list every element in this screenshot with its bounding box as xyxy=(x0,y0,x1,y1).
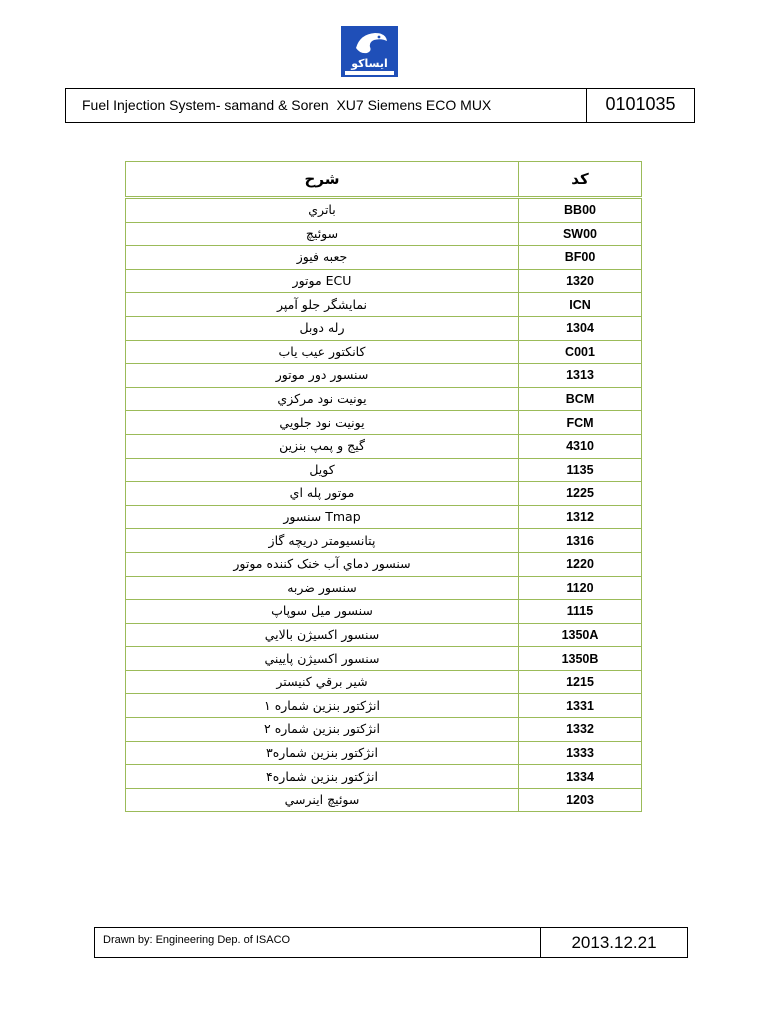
logo-text: ایساکو xyxy=(351,57,388,70)
isaco-logo xyxy=(341,26,398,77)
row-description: انژکتور بنزين شماره ۱ xyxy=(126,694,519,718)
row-code: 1220 xyxy=(519,552,642,576)
row-code: 1304 xyxy=(519,316,642,340)
title-box xyxy=(65,88,695,123)
table-row xyxy=(126,434,642,458)
row-description: موتور پله اي xyxy=(126,482,519,506)
table-row xyxy=(126,364,642,388)
row-description: سنسور ضربه xyxy=(126,576,519,600)
table-row xyxy=(126,529,642,553)
row-code: 1350A xyxy=(519,623,642,647)
table-row xyxy=(126,576,642,600)
row-description: شير برقي کنيستر xyxy=(126,670,519,694)
table-row xyxy=(126,623,642,647)
row-description: سنسور دماي آب خنک کننده موتور xyxy=(126,552,519,576)
table-row xyxy=(126,316,642,340)
row-description: يونيت نود مرکزي xyxy=(126,387,519,411)
table-row xyxy=(126,765,642,789)
table-row xyxy=(126,246,642,270)
row-description: کانکتور عيب ياب xyxy=(126,340,519,364)
row-code: BCM xyxy=(519,387,642,411)
table-row xyxy=(126,718,642,742)
row-description: کويل xyxy=(126,458,519,482)
table-row xyxy=(126,340,642,364)
table-row xyxy=(126,387,642,411)
row-description: سنسور اکسيژن پاييني xyxy=(126,647,519,671)
drawn-by-label: Drawn by: Engineering Dep. of ISACO xyxy=(95,928,541,957)
row-description: انژکتور بنزين شماره۴ xyxy=(126,765,519,789)
document-date: 2013.12.21 xyxy=(571,933,657,952)
code-table xyxy=(125,161,642,812)
row-description: انژکتور بنزين شماره۳ xyxy=(126,741,519,765)
row-description: سنسور دور موتور xyxy=(126,364,519,388)
row-code: 1333 xyxy=(519,741,642,765)
table-row xyxy=(126,482,642,506)
row-description: باتري xyxy=(126,198,519,223)
row-code: BF00 xyxy=(519,246,642,270)
table-row xyxy=(126,600,642,624)
logo-graphic xyxy=(341,26,398,77)
row-code: 1331 xyxy=(519,694,642,718)
row-description: سوئيچ اينرسي xyxy=(126,788,519,812)
row-code: 1320 xyxy=(519,269,642,293)
table-row xyxy=(126,458,642,482)
row-code: SW00 xyxy=(519,222,642,246)
row-code: 1334 xyxy=(519,765,642,789)
table-row xyxy=(126,670,642,694)
footer-box xyxy=(94,927,688,958)
row-description: سنسور ميل سوپاپ xyxy=(126,600,519,624)
table-row xyxy=(126,788,642,812)
header-description: شرح xyxy=(126,162,519,198)
row-description: يونيت نود جلويي xyxy=(126,411,519,435)
row-code: 1312 xyxy=(519,505,642,529)
table-row xyxy=(126,411,642,435)
row-code: 1115 xyxy=(519,600,642,624)
logo-emblem-eye xyxy=(378,36,381,39)
row-code: 1313 xyxy=(519,364,642,388)
table-row xyxy=(126,552,642,576)
table-body xyxy=(126,198,642,812)
table-row xyxy=(126,694,642,718)
row-code: C001 xyxy=(519,340,642,364)
row-description: جعبه فيوز xyxy=(126,246,519,270)
row-description: نمايشگر جلو آمپر xyxy=(126,293,519,317)
table-header-row xyxy=(126,162,642,198)
row-description: سوئيچ xyxy=(126,222,519,246)
row-description: پتانسيومتر دريچه گاز xyxy=(126,529,519,553)
table-header xyxy=(126,162,642,198)
table-row xyxy=(126,269,642,293)
row-description: رله دوبل xyxy=(126,316,519,340)
row-code: BB00 xyxy=(519,198,642,223)
table-row xyxy=(126,293,642,317)
row-description: انژکتور بنزين شماره ۲ xyxy=(126,718,519,742)
row-code: 4310 xyxy=(519,434,642,458)
row-code: 1120 xyxy=(519,576,642,600)
row-code: 1316 xyxy=(519,529,642,553)
table-row xyxy=(126,741,642,765)
row-code: 1350B xyxy=(519,647,642,671)
header-code: کد xyxy=(519,162,642,198)
row-code: 1225 xyxy=(519,482,642,506)
table-row xyxy=(126,505,642,529)
row-code: 1203 xyxy=(519,788,642,812)
row-code: 1135 xyxy=(519,458,642,482)
row-code: 1332 xyxy=(519,718,642,742)
row-code: ICN xyxy=(519,293,642,317)
row-description: گيج و پمپ بنزين xyxy=(126,434,519,458)
document-title: Fuel Injection System- samand & Soren XU7 Siemens ECO MUX xyxy=(66,89,587,122)
row-code: FCM xyxy=(519,411,642,435)
table-row xyxy=(126,198,642,223)
row-description: ECU موتور xyxy=(126,269,519,293)
row-description: Tmap سنسور xyxy=(126,505,519,529)
logo-bottom-strip xyxy=(345,71,394,75)
row-description: سنسور اکسيژن بالايي xyxy=(126,623,519,647)
table-row xyxy=(126,222,642,246)
document-number: 0101035 xyxy=(605,94,676,114)
row-code: 1215 xyxy=(519,670,642,694)
table-row xyxy=(126,647,642,671)
